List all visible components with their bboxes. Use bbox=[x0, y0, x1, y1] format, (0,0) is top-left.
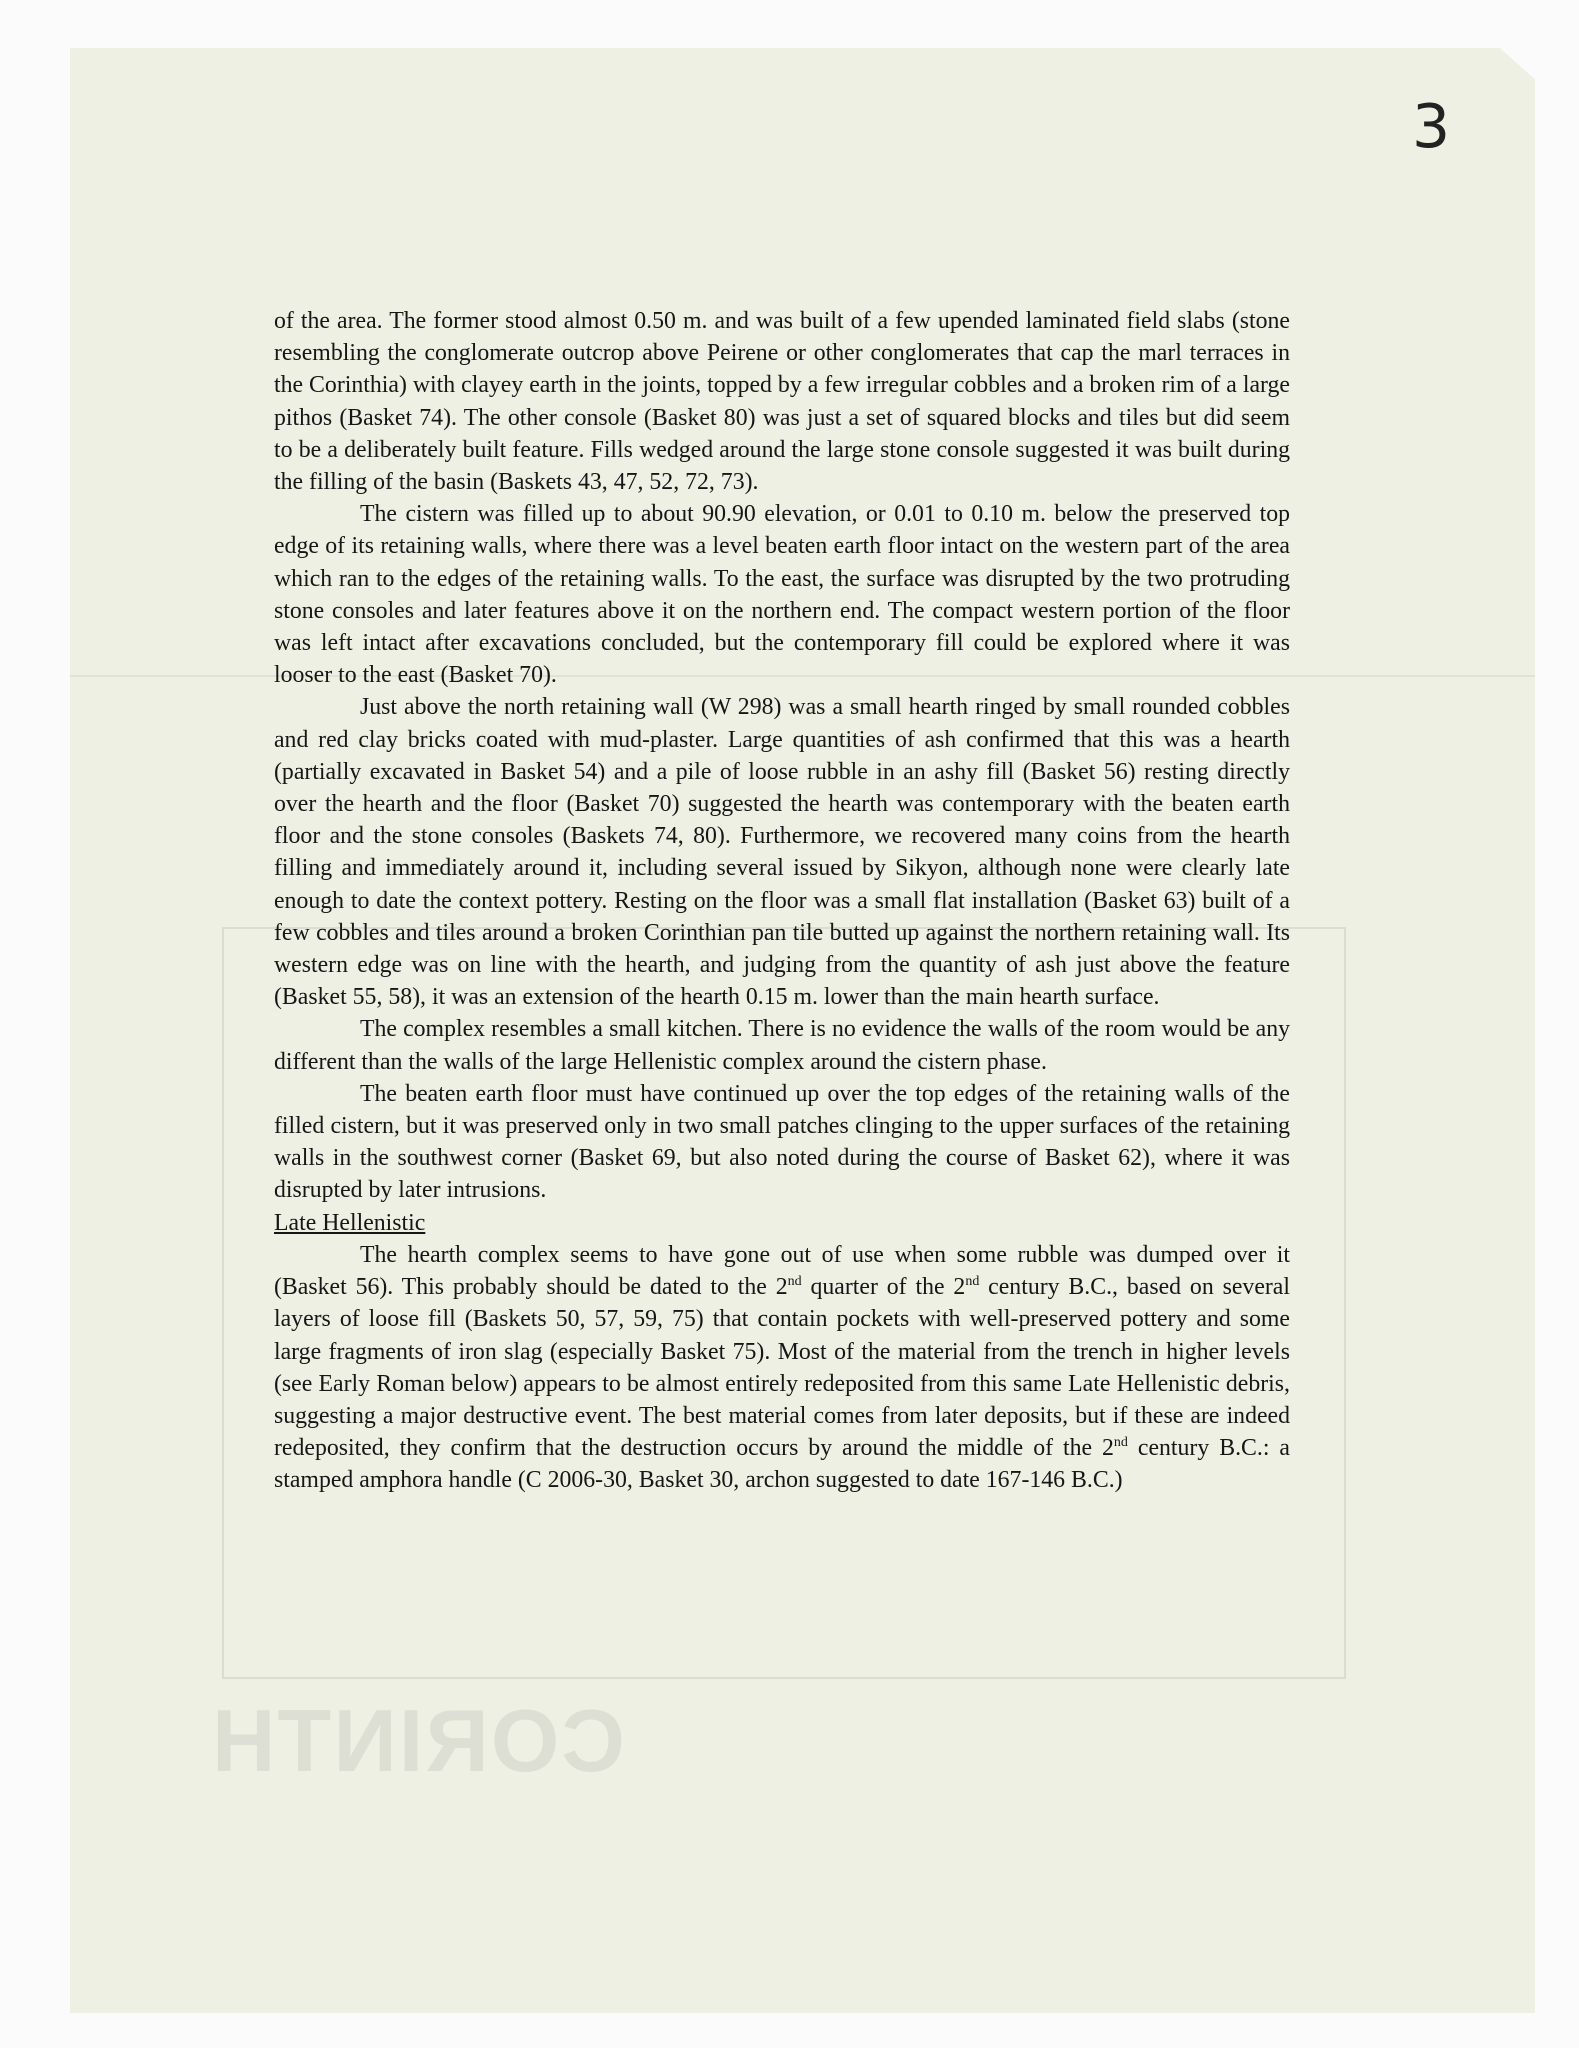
ordinal-suffix: nd bbox=[1113, 1435, 1128, 1451]
late-text-part1: The hearth complex seems to have gone out of use when some rubble was dumped over it (Basket 56). This probably should be dated to the 2 bbox=[274, 1241, 1290, 1301]
section-heading-late-hellenistic: Late Hellenistic bbox=[274, 1209, 426, 1236]
paragraph-late-hellenistic bbox=[274, 1239, 1290, 1497]
late-text-part2: quarter of the 2 bbox=[801, 1274, 966, 1301]
document-body bbox=[274, 305, 1290, 1497]
paragraph-beaten-earth-floor: The beaten earth floor must have continued up over the top edges of the retaining walls of the filled cistern, but it was preserved only in two small patches clinging to the upper surfaces of the retaining walls in the southwest corner (Basket 69, but also noted during the course of Basket 62), where it was disrupted by later intrusions. bbox=[274, 1080, 1290, 1204]
paragraph-continued: of the area. The former stood almost 0.50 m. and was built of a few upended laminated field slabs (stone resembling the conglomerate outcrop above Peirene or other conglomerates that cap the marl terraces in the Corinthia) with clayey earth in the joints, topped by a few irregular cobbles and a broken rim of a large pithos (Basket 74). The other console (Basket 80) was just a set of squared blocks and tiles but did seem to be a deliberately built feature. Fills wedged around the large stone console suggested it was built during the filling of the basin (Baskets 43, 47, 52, 72, 73). bbox=[274, 308, 1290, 496]
late-text-part4: century B.C.: a stamped amphora handle (C 2006-30, Basket 30, archon suggested to date 167-146 B.C.) bbox=[274, 1435, 1290, 1494]
late-text-part3: century B.C., based on several layers of loose fill (Baskets 50, 57, 59, 75) that contain pockets with well-preserved pottery and some large fragments of iron slag (especially Basket 75). Most of the material from the trench in higher levels (see Early Roman below) appears to be almost entirely redeposited from this same Late Hellenistic debris, suggesting a major destructive event. The best material comes from later deposits, but if these are indeed redeposited, they confirm that the destruction occurs by around the middle of the 2 bbox=[274, 1274, 1290, 1462]
ordinal-suffix: nd bbox=[787, 1274, 802, 1290]
handwritten-page-number: 3 bbox=[1412, 92, 1451, 162]
paragraph-cistern-fill: The cistern was filled up to about 90.90 elevation, or 0.01 to 0.10 m. below the preserved top edge of its retaining walls, where there was a level beaten earth floor intact on the western part of the area which ran to the edges of the retaining walls. To the east, the surface was disrupted by the two protruding stone consoles and later features above it on the northern end. The compact western portion of the floor was left intact after excavations concluded, but the contemporary fill could be explored where it was looser to the east (Basket 70). bbox=[274, 501, 1290, 689]
paragraph-hearth: Just above the north retaining wall (W 298) was a small hearth ringed by small rounded cobbles and red clay bricks coated with mud-plaster. Large quantities of ash confirmed that this was a hearth (partially excavated in Basket 54) and a pile of loose rubble in an ashy fill (Basket 56) resting directly over the hearth and the floor (Basket 70) suggested the hearth was contemporary with the beaten earth floor and the stone consoles (Baskets 74, 80). Furthermore, we recovered many coins from the hearth filling and immediately around it, including several issued by Sikyon, although none were clearly late enough to date the context pottery. Resting on the floor was a small flat installation (Basket 63) built of a few cobbles and tiles around a broken Corinthian pan tile butted up against the northern retaining wall. Its western edge was on line with the hearth, and judging from the quantity of ash just above the feature (Basket 55, 58), it was an extension of the hearth 0.15 m. lower than the main hearth surface. bbox=[274, 694, 1290, 1011]
paragraph-kitchen: The complex resembles a small kitchen. There is no evidence the walls of the room would be any different than the walls of the large Hellenistic complex around the cistern phase. bbox=[274, 1016, 1290, 1075]
bleed-through-text: CORINTH bbox=[210, 1691, 625, 1790]
ordinal-suffix: nd bbox=[965, 1274, 980, 1290]
